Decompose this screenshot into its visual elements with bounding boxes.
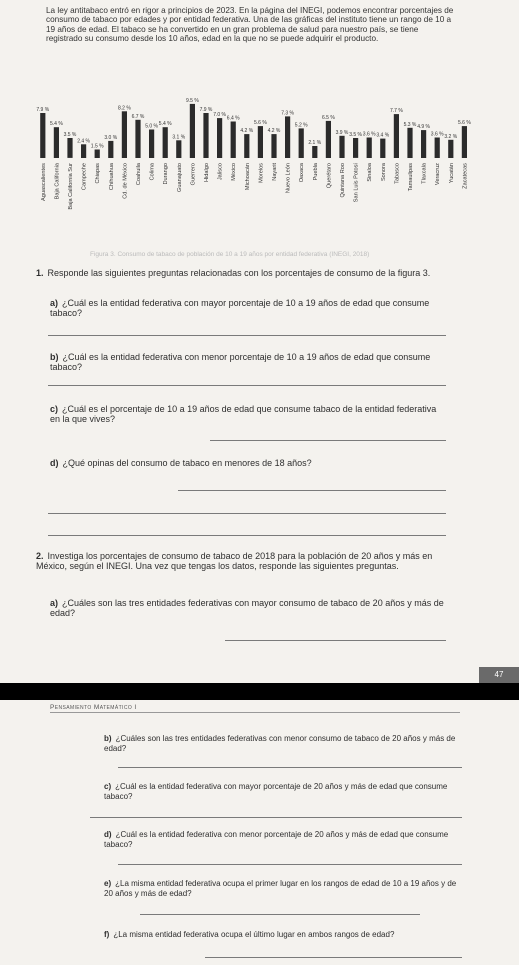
question-1: 1. Responde las siguientes preguntas relacionadas con los porcentajes de consumo de la figura 3. xyxy=(36,268,431,278)
category-label-18: Nuevo León xyxy=(285,163,292,194)
data-label-26: 7.7 % xyxy=(390,108,403,115)
category-label-28: Tlaxcala xyxy=(421,163,428,184)
question-2e: e) ¿La misma entidad federativa ocupa el primer lugar en los rangos de edad de 10 a 19 años y de 20 años y más de edad? xyxy=(104,879,457,898)
bar-29 xyxy=(435,138,440,159)
data-label-10: 3.1 % xyxy=(172,134,186,141)
chart-caption: Figura 3. Consumo de tabaco de población de 10 a 19 años por entidad federativa (INEGI, 2018) xyxy=(90,251,370,258)
category-label-24: Sinaloa xyxy=(367,163,374,182)
bar-7 xyxy=(135,120,140,158)
category-label-1: Baja California xyxy=(54,163,61,200)
category-label-19: Oaxaca xyxy=(299,163,306,183)
answer-line-1c[interactable] xyxy=(210,440,446,441)
category-label-0: Aguascalientes xyxy=(40,163,47,201)
bar-28 xyxy=(421,130,426,158)
category-label-26: Tabasco xyxy=(394,163,401,184)
bar-2 xyxy=(67,138,72,158)
bar-30 xyxy=(448,140,453,158)
data-label-3: 2.4 % xyxy=(77,138,90,145)
bar-21 xyxy=(326,121,331,158)
data-label-23: 3.5 % xyxy=(349,132,362,138)
answer-line-1a[interactable] xyxy=(48,335,446,336)
data-label-31: 5.6 % xyxy=(458,120,471,127)
question-2c: c) ¿Cuál es la entidad federativa con mayor porcentaje de 20 años y más de edad que consume tabaco? xyxy=(104,782,448,801)
bar-20 xyxy=(312,146,317,158)
category-label-2: Baja California Sur xyxy=(68,163,74,210)
question-1a: a) ¿Cuál es la entidad federativa con mayor porcentaje de 10 a 19 años de edad que consume tabaco? xyxy=(50,298,430,319)
data-label-27: 5.3 % xyxy=(403,121,417,128)
bar-25 xyxy=(380,139,385,158)
answer-line-2f[interactable] xyxy=(205,957,462,958)
data-label-4: 1.5 % xyxy=(90,143,104,150)
question-2b: b) ¿Cuáles son las tres entidades federativas con menor consumo de tabaco de 20 años y más de edad? xyxy=(104,734,456,753)
bar-16 xyxy=(258,126,263,158)
bar-1 xyxy=(54,127,59,158)
category-label-9: Durango xyxy=(163,163,170,185)
data-label-16: 5.6 % xyxy=(254,120,267,127)
question-2a: a) ¿Cuáles son las tres entidades federativas con mayor consumo de tabaco de 20 años y más de edad? xyxy=(50,598,444,619)
data-label-20: 2.1 % xyxy=(308,140,322,146)
category-label-3: Campeche xyxy=(81,163,88,191)
data-label-12: 7.9 % xyxy=(199,107,213,113)
category-label-22: Quintana Roo xyxy=(340,163,346,198)
category-label-5: Chihuahua xyxy=(108,163,115,191)
data-label-30: 3.2 % xyxy=(444,133,458,140)
bar-31 xyxy=(462,126,467,158)
data-label-19: 5.2 % xyxy=(294,122,308,129)
answer-line-2d[interactable] xyxy=(118,864,462,865)
category-label-13: Jalisco xyxy=(217,163,224,181)
question-2: 2. Investiga los porcentajes de consumo de tabaco de 2018 para la población de 20 años y más en México, según el INEGI. Una vez que tengas los datos, responde las siguientes preguntas. xyxy=(36,551,433,572)
category-label-27: Tamaulipas xyxy=(408,163,414,192)
question-2d: d) ¿Cuál es la entidad federativa con menor porcentaje de 20 años y más de edad que consume tabaco? xyxy=(104,830,449,849)
data-label-14: 6.4 % xyxy=(226,115,240,122)
bar-5 xyxy=(108,141,113,158)
bar-10 xyxy=(176,140,181,158)
category-label-7: Coahuila xyxy=(136,163,142,186)
page-header: Pensamiento Matemático I xyxy=(50,704,137,711)
data-label-11: 9.5 % xyxy=(186,97,199,104)
data-label-7: 6.7 % xyxy=(131,113,145,120)
category-label-11: Guerrero xyxy=(190,163,197,186)
bar-4 xyxy=(95,150,100,159)
category-label-23: San Luis Potosí xyxy=(353,163,360,203)
answer-line-2b[interactable] xyxy=(118,767,462,768)
bar-chart-tobacco-by-state xyxy=(0,95,519,250)
category-label-21: Querétaro xyxy=(326,163,333,189)
answer-line-1d-2[interactable] xyxy=(48,513,446,514)
bar-13 xyxy=(217,118,222,158)
data-label-15: 4.2 % xyxy=(240,128,254,135)
category-label-6: Cd. de México xyxy=(122,163,129,199)
category-label-8: Colima xyxy=(149,163,156,181)
category-label-29: Veracruz xyxy=(435,163,442,186)
bar-19 xyxy=(299,128,304,158)
category-label-30: Yucatán xyxy=(448,163,455,184)
data-label-28: 4.9 % xyxy=(417,124,430,131)
data-label-2: 3.5 % xyxy=(63,132,77,138)
data-label-8: 5.0 % xyxy=(145,123,158,130)
bar-26 xyxy=(394,114,399,158)
category-label-20: Puebla xyxy=(312,163,319,181)
category-label-25: Sonora xyxy=(380,163,387,182)
bar-17 xyxy=(271,134,276,158)
header-rule xyxy=(50,712,460,713)
question-2f: f) ¿La misma entidad federativa ocupa el último lugar en ambos rangos de edad? xyxy=(104,930,395,939)
data-label-17: 4.2 % xyxy=(267,128,281,135)
bar-15 xyxy=(244,134,249,158)
bar-24 xyxy=(367,138,372,159)
question-1c: c) ¿Cuál es el porcentaje de 10 a 19 años de edad que consume tabaco de la entidad federativa en la que vives? xyxy=(50,404,437,425)
bar-0 xyxy=(40,113,45,158)
page-number: 47 xyxy=(479,667,519,683)
page-48 xyxy=(0,700,519,965)
data-label-9: 5.4 % xyxy=(158,121,172,128)
bar-18 xyxy=(285,116,290,158)
category-label-31: Zacatecas xyxy=(462,163,469,189)
data-label-21: 6.5 % xyxy=(322,114,335,121)
answer-line-1b[interactable] xyxy=(48,385,446,386)
answer-line-2c[interactable] xyxy=(90,817,462,818)
bar-27 xyxy=(407,128,412,158)
answer-line-1d-1[interactable] xyxy=(178,490,446,491)
bar-11 xyxy=(190,104,195,158)
answer-line-2e[interactable] xyxy=(140,914,420,915)
answer-line-1d-3[interactable] xyxy=(48,535,446,536)
data-label-5: 3.0 % xyxy=(104,134,118,141)
answer-line-2a[interactable] xyxy=(225,640,446,641)
data-label-6: 8.2 % xyxy=(118,105,131,112)
data-label-18: 7.3 % xyxy=(281,110,294,117)
category-label-15: Michoacán xyxy=(244,162,251,191)
category-label-4: Chiapas xyxy=(95,163,102,184)
bar-6 xyxy=(122,111,127,158)
category-label-14: México xyxy=(231,163,238,181)
data-label-1: 5.4 % xyxy=(50,121,63,128)
bar-8 xyxy=(149,130,154,159)
data-label-22: 3.9 % xyxy=(335,129,349,136)
data-label-25: 3.4 % xyxy=(376,132,390,139)
bar-22 xyxy=(339,136,344,158)
bar-3 xyxy=(81,144,86,158)
question-1b: b) ¿Cuál es la entidad federativa con menor porcentaje de 10 a 19 años de edad que consume tabaco? xyxy=(50,352,431,373)
question-1d: d) ¿Qué opinas del consumo de tabaco en menores de 18 años? xyxy=(50,458,312,468)
bar-12 xyxy=(203,113,208,158)
intro-paragraph: La ley antitabaco entró en rigor a principios de 2023. En la página del INEGI, podemos encontrar porcentajes de consumo de tabaco por edades y por entidad federativa. Una de las gráficas del instituto tiene un rango de 10 a 19 años de edad. El tabaco se ha convertido en un gran problema de salud para nuestro país, se tiene registrado su consumo desde los 10 años, edad en la que no se puede adquirir el producto. xyxy=(46,6,454,44)
category-label-10: Guanajuato xyxy=(176,163,183,192)
data-label-24: 3.6 % xyxy=(362,131,376,138)
bar-9 xyxy=(163,127,168,158)
bar-23 xyxy=(353,138,358,158)
category-label-12: Hidalgo xyxy=(204,163,210,182)
category-label-16: Morelos xyxy=(258,163,265,183)
category-label-17: Nayarit xyxy=(272,163,278,181)
bar-14 xyxy=(231,122,236,159)
data-label-29: 3.6 % xyxy=(430,131,444,138)
data-label-0: 7.9 % xyxy=(36,107,50,113)
data-label-13: 7.0 % xyxy=(213,112,226,119)
